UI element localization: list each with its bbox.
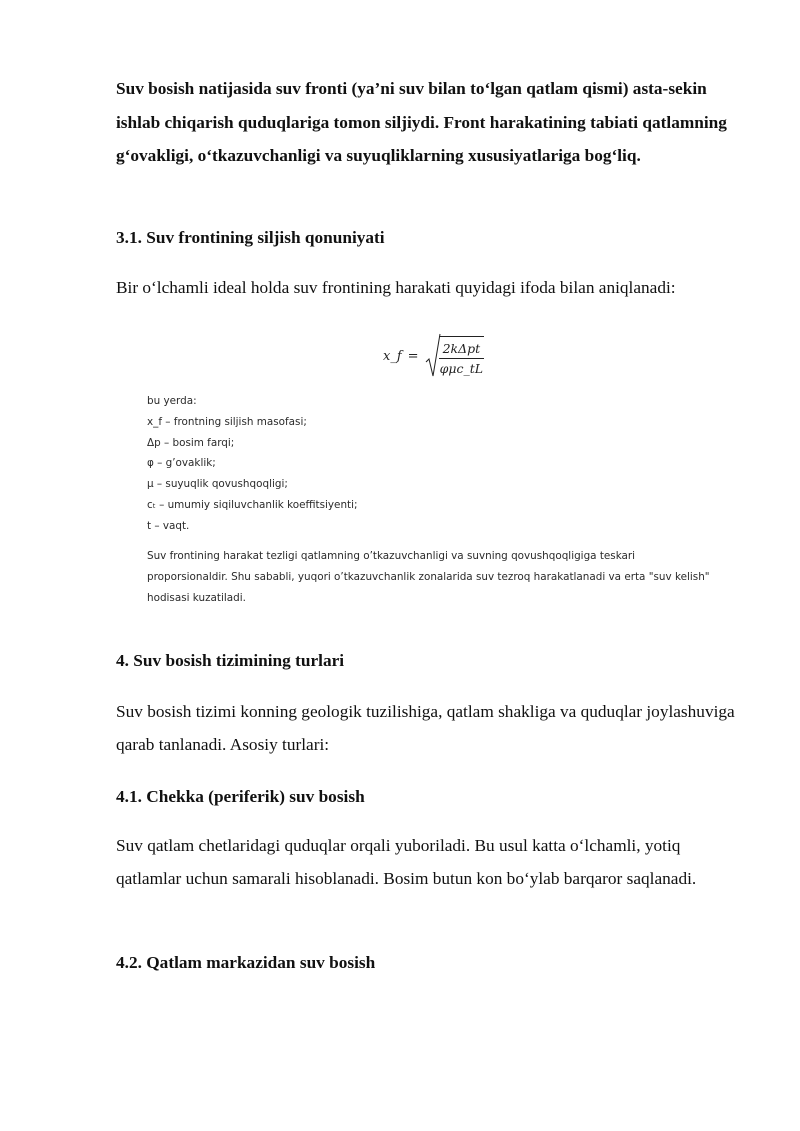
formula-numerator: 2kΔpt [439,341,485,359]
section-4-heading: 4. Suv bosish tizimining turlari [116,651,345,670]
section-3-1-text: Bir o‘lchamli ideal holda suv frontining harakati quyidagi ifoda bilan aniqlanadi: [116,278,676,297]
intro-paragraph-wrap [116,72,736,173]
formula-equals: = [407,348,419,364]
legend-item: cₜ – umumiy siqiluvchanlik koeffitsiyenti; [147,498,358,511]
legend-note: Suv frontining harakat tezligi qatlamning o’tkazuvchanligi va suvning qovushqoqligiga teskari proporsionaldir. Shu sababli, yuqori o’tkazuvchanlik zonalarida suv tezroq harakatlanadi va erta "suv kelish" hodisasi kuzatiladi. [147,549,710,604]
front-distance-formula [383,330,484,382]
section-3-1-heading: 3.1. Suv frontining siljish qonuniyati [116,228,385,247]
formula-fraction [439,336,485,376]
legend-item: μ – suyuqlik qovushqoqligi; [147,478,288,491]
section-4-1-text: Suv qatlam chetlaridagi quduqlar orqali yuboriladi. Bu usul katta o‘lchamli, yotiq qatlamlar uchun samarali hisoblanadi. Bosim butun kon bo‘ylab barqaror saqlanadi. [116,836,697,888]
intro-paragraph: Suv bosish natijasida suv fronti (ya’ni suv bilan to‘lgan qatlam qismi) asta-sekin ishlab chiqarish quduqlariga tomon siljiydi. Front harakatining tabiati qatlamning g‘ovakligi, o‘tkazuvchanligi va suyuqliklarning xususiyatlariga bog‘liq. [116,79,727,165]
section-4-1-heading: 4.1. Chekka (periferik) suv bosish [116,787,365,806]
legend-item: φ – g’ovaklik; [147,457,216,470]
legend-item: t – vaqt. [147,519,190,532]
legend-item: x_f – frontning siljish masofasi; [147,415,307,428]
formula-lhs: x_f [383,348,402,364]
section-4-text: Suv bosish tizimi konning geologik tuzilishiga, qatlam shakliga va quduqlar joylashuviga qarab tanlanadi. Asosiy turlari: [116,702,735,754]
legend-item: Δp – bosim farqi; [147,436,235,449]
formula-legend [147,391,737,609]
formula-denominator: φμc_tL [439,361,484,376]
legend-intro: bu yerda: [147,395,197,407]
section-4-2-heading: 4.2. Qatlam markazidan suv bosish [116,953,376,972]
